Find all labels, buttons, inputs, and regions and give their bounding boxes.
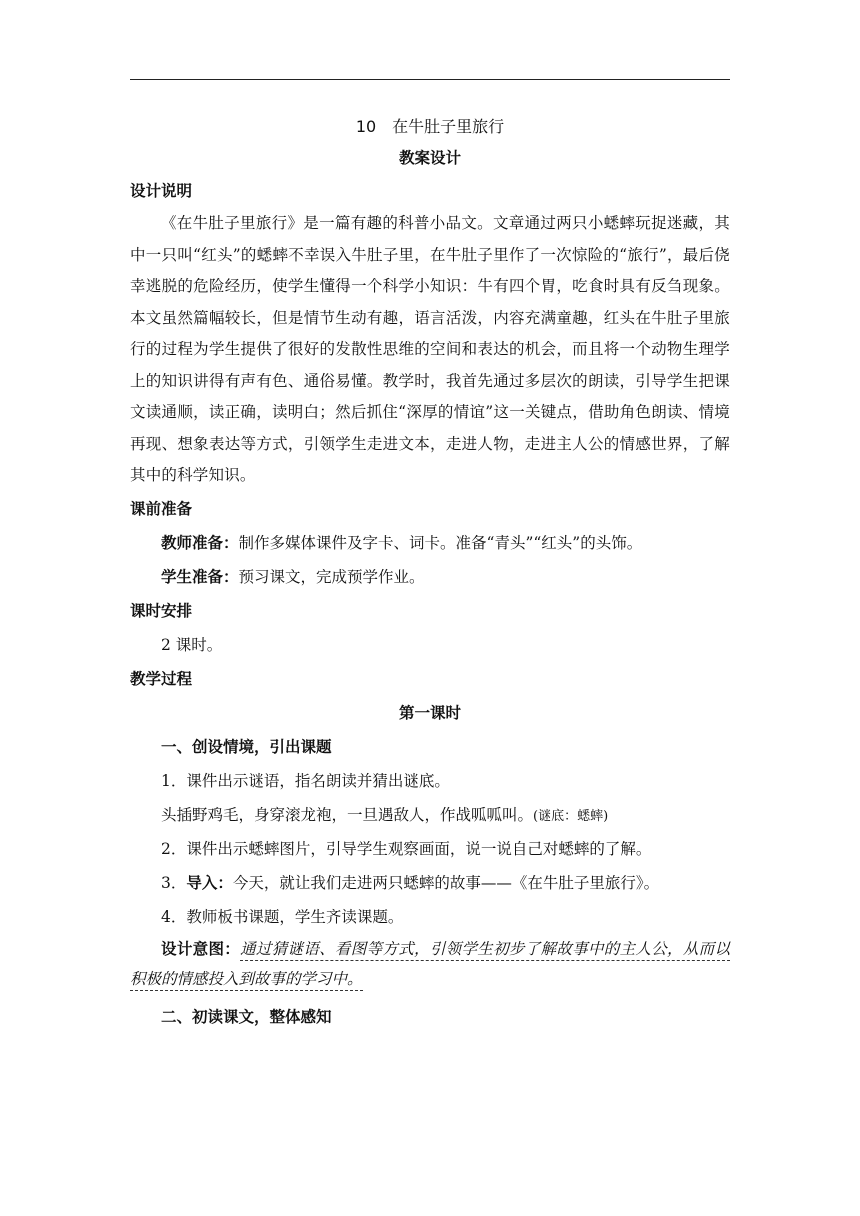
teacher-preparation-label: 教师准备： — [161, 533, 239, 552]
student-preparation — [130, 560, 730, 594]
schedule-text: 2 课时。 — [161, 635, 223, 654]
schedule-heading: 课时安排 — [130, 601, 193, 620]
student-preparation-label: 学生准备： — [161, 567, 239, 586]
step-3-text: 今天，就让我们走进两只蟋蟀的故事——《在牛肚子里旅行》。 — [232, 873, 660, 892]
step-3-label: 导入： — [186, 873, 233, 892]
step-4: 4．教师板书课题，学生齐读课题。 — [161, 907, 404, 926]
step-3 — [130, 866, 730, 900]
lesson-title: 第一课时 — [398, 703, 461, 722]
title-number: 10 — [355, 117, 377, 136]
riddle-answer: (谜底：蟋蟀) — [533, 808, 609, 824]
process-heading: 教学过程 — [130, 669, 193, 688]
design-intent-text: 通过猜谜语、看图等方式，引领学生初步了解故事中的主人公，从而以积极的情感投入到故事的学习中。 — [130, 940, 730, 991]
design-intent-label: 设计意图： — [161, 939, 241, 958]
step-3-number: 3． — [161, 873, 187, 892]
section-2-title: 二、初读课文，整体感知 — [161, 1007, 332, 1026]
riddle-line — [130, 798, 730, 832]
step-2: 2．课件出示蟋蟀图片，引导学生观察画面，说一说自己对蟋蟀的了解。 — [161, 839, 652, 858]
design-note-body: 《在牛肚子里旅行》是一篇有趣的科普小品文。文章通过两只小蟋蟀玩捉迷藏，其中一只叫“红头”的蟋蟀不幸误入牛肚子里，在牛肚子里作了一次惊险的“旅行”，最后侥幸逃脱的危险经历，使学生懂得一个科学小知识：牛有四个胃，吃食时具有反刍现象。本文虽然篇幅较长，但是情节生动有趣，语言活泼，内容充满童趣，红头在牛肚子里旅行的过程为学生提供了很好的发散性思维的空间和表达的机会，而且将一个动物生理学上的知识讲得有声有色、通俗易懂。教学时，我首先通过多层次的朗读，引导学生把课文读通顺，读正确，读明白；然后抓住“深厚的情谊”这一关键点，借助角色朗读、情境再现、想象表达等方式，引领学生走进文本，走进人物，走进主人公的情感世界，了解其中的科学知识。 — [130, 214, 730, 484]
teacher-preparation — [130, 526, 730, 560]
section-1-title: 一、创设情境，引出课题 — [161, 737, 332, 756]
document-body — [130, 112, 730, 1034]
header-rule — [130, 79, 730, 80]
step-1: 1．课件出示谜语，指名朗读并猜出谜底。 — [161, 771, 450, 790]
teacher-preparation-text: 制作多媒体课件及字卡、词卡。准备“青头”“红头”的头饰。 — [238, 533, 643, 552]
design-note-heading: 设计说明 — [130, 182, 193, 200]
design-intent — [130, 934, 730, 994]
title-text: 在牛肚子里旅行 — [392, 117, 505, 136]
page-title — [130, 112, 730, 142]
preparation-heading: 课前准备 — [130, 499, 193, 518]
page-subtitle: 教案设计 — [398, 149, 461, 167]
student-preparation-text: 预习课文，完成预学作业。 — [238, 567, 425, 586]
riddle-text: 头插野鸡毛，身穿滚龙袍，一旦遇敌人，作战呱呱叫。 — [161, 805, 534, 824]
